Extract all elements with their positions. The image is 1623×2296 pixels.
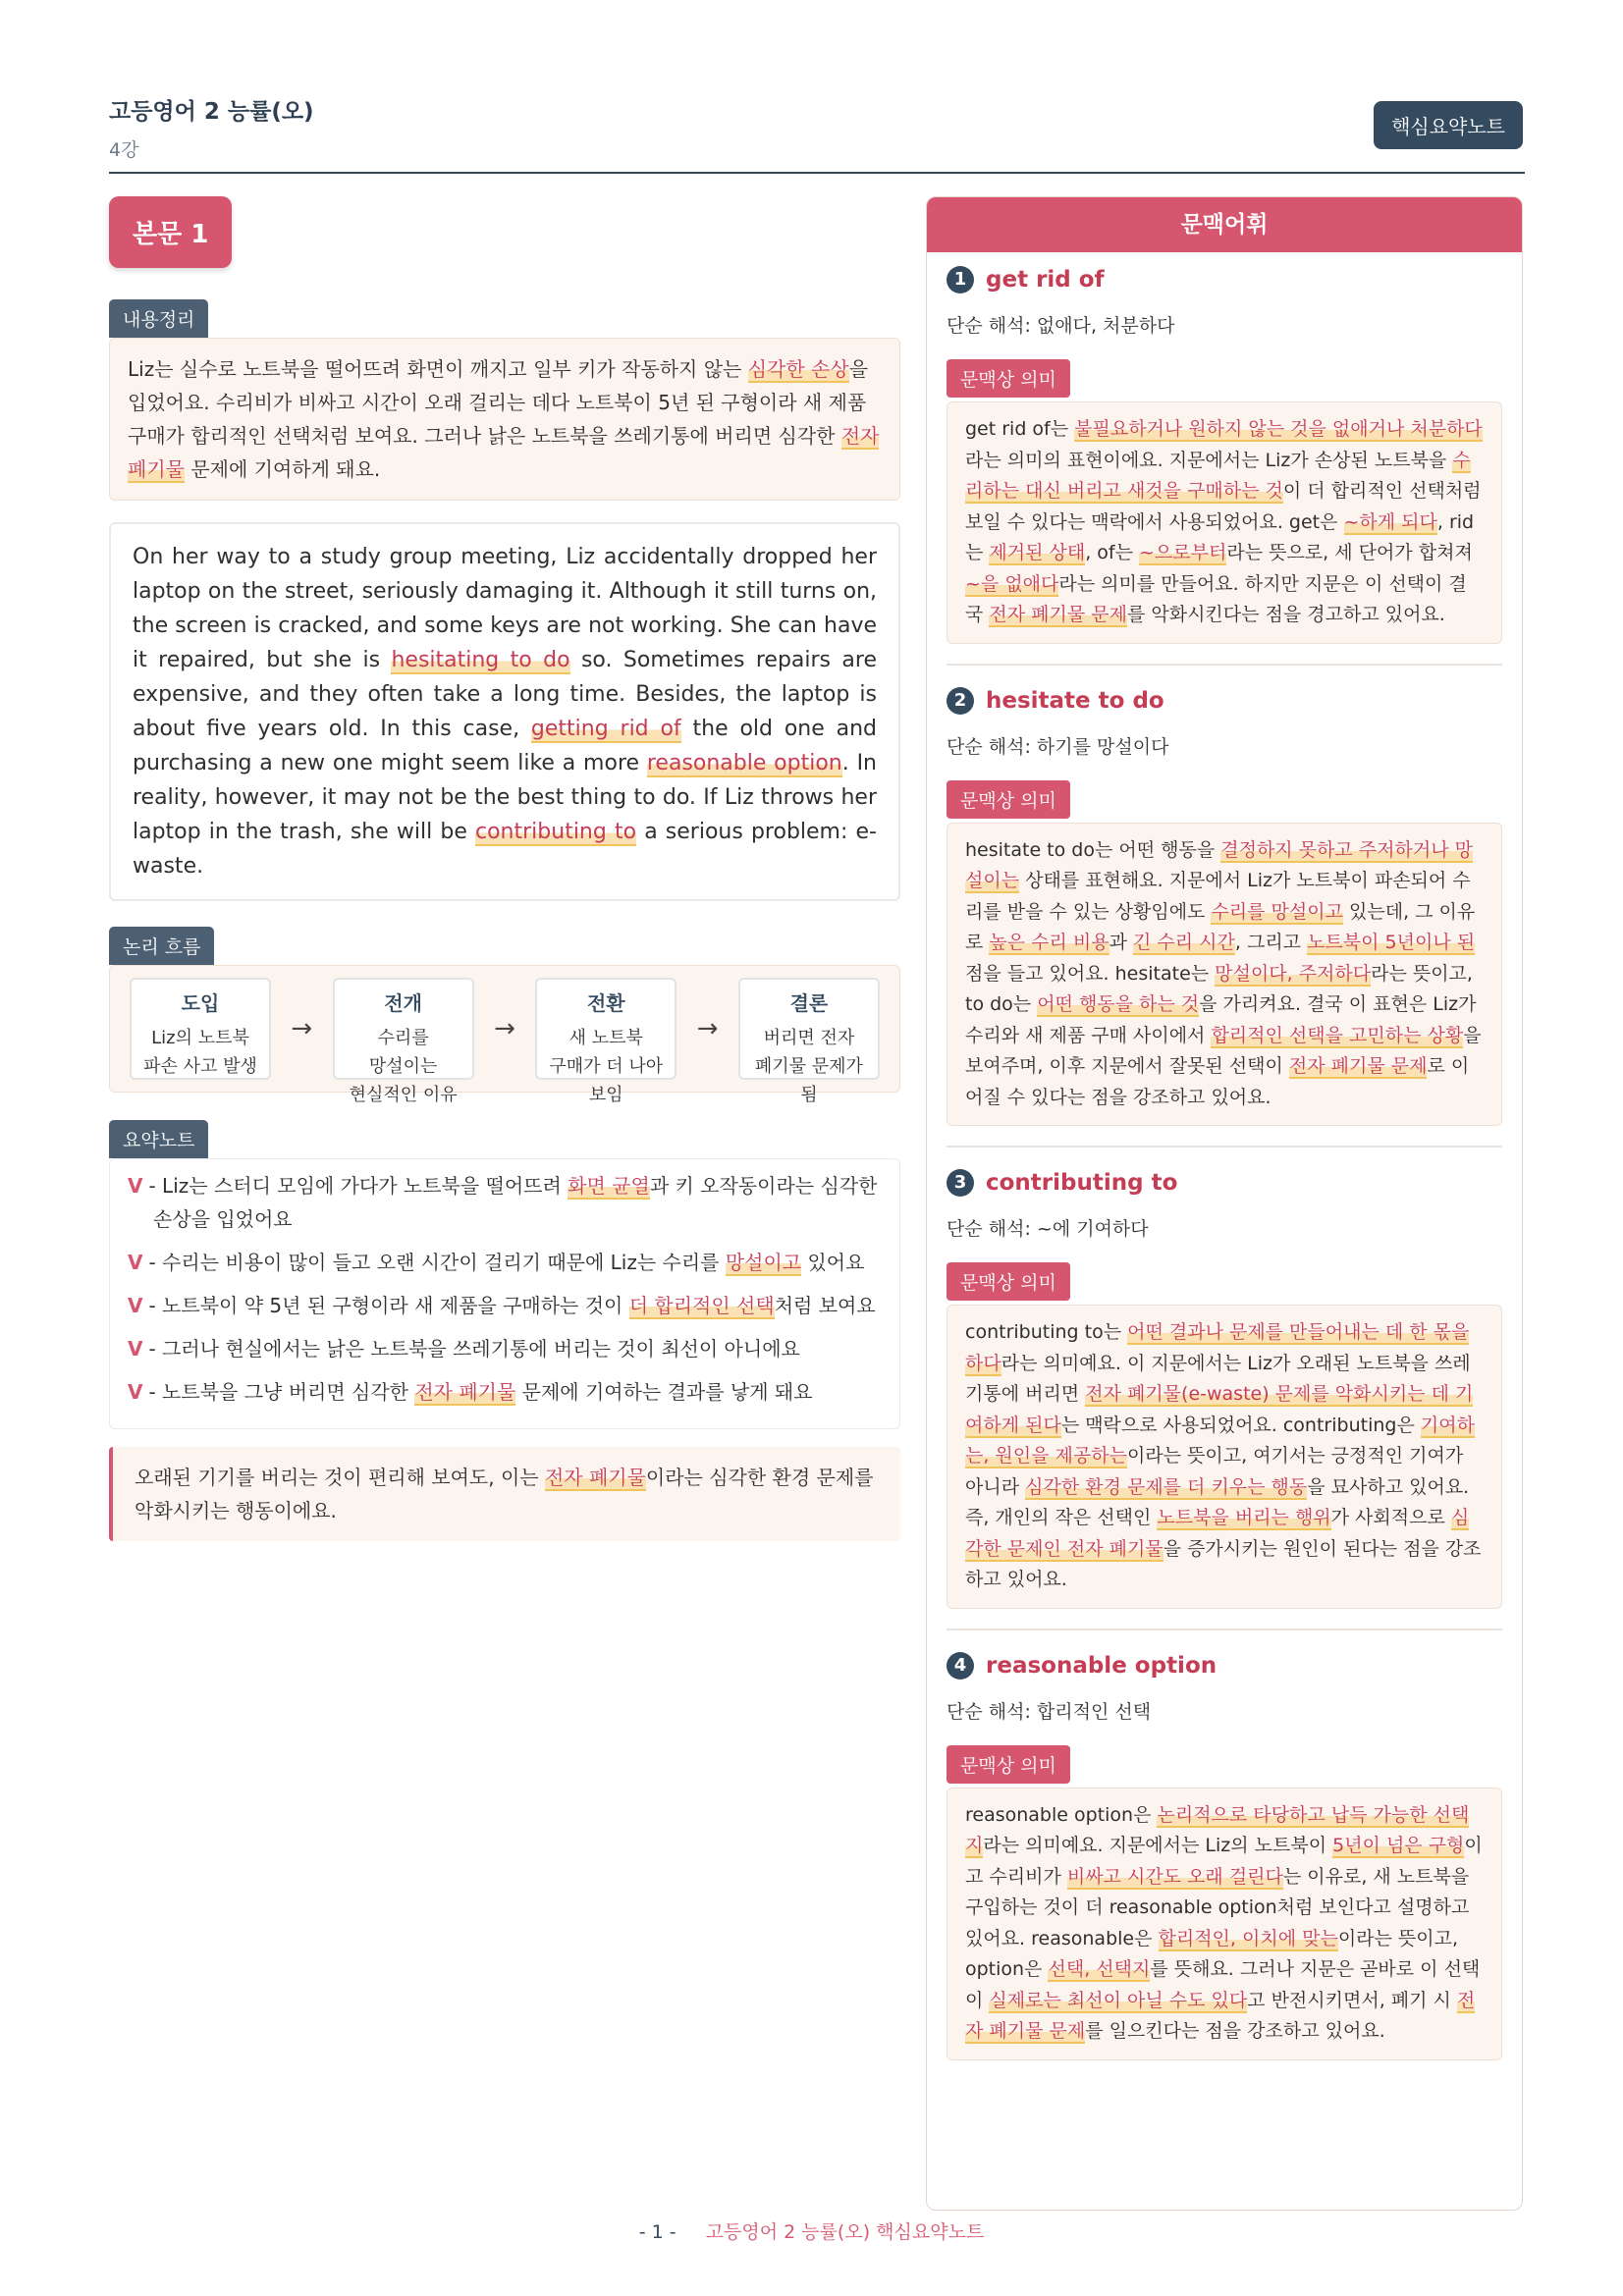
meaning-highlight: 노트북이 5년이나 된 xyxy=(1307,932,1476,953)
check-icon: V xyxy=(128,1380,143,1404)
vocab-header xyxy=(947,266,1502,294)
meaning-text: 이고 수리비가 xyxy=(965,1835,1483,1888)
vocab-item xyxy=(927,1155,1522,1630)
meaning-text: 점을 들고 있어요. hesitate는 xyxy=(965,962,1216,985)
meaning-text: 상태를 표현해요. 지문에서 Liz가 노트북이 파손되어 수리를 받을 수 있는 상황임에도 xyxy=(965,870,1471,923)
vocab-item xyxy=(927,673,1522,1148)
notes-tag: 요약노트 xyxy=(109,1120,208,1158)
passage-text: so. Sometimes repairs are expensive, and they often take a long time. Besides, the laptop is about five years old. In this case, xyxy=(133,648,877,741)
vocab-panel-title: 문맥어휘 xyxy=(927,197,1522,252)
meaning-text: 를 악화시킨다는 점을 경고하고 있어요. xyxy=(1126,604,1445,625)
vocab-item xyxy=(927,252,1522,666)
meaning-highlight: 전자 폐기물 문제 xyxy=(989,604,1127,625)
meaning-text: 을 보여주며, 이후 지문에서 잘못된 선택이 xyxy=(965,1024,1482,1077)
meaning-highlight: 심각한 환경 문제를 더 키우는 행동 xyxy=(1025,1475,1308,1498)
flow-tag: 논리 흐름 xyxy=(109,927,214,965)
note-item: V - 노트북을 그냥 버리면 심각한 전자 폐기물 문제에 기여하는 결과를 낳게 돼요 xyxy=(128,1380,813,1404)
meaning-text: 이라는 뜻이고, option은 xyxy=(965,1927,1459,1980)
meaning-text: 가 사회적으로 xyxy=(1330,1507,1451,1528)
meaning-text: 는 맥락으로 사용되었어요. contributing은 xyxy=(1060,1414,1421,1436)
meaning-text: , 그리고 xyxy=(1234,932,1308,953)
vocab-header xyxy=(947,1652,1502,1680)
simple-meaning: 단순 해석: 하기를 망설이다 xyxy=(947,735,1169,758)
meaning-text: 라는 뜻이고, to do는 xyxy=(965,962,1473,1015)
meaning-text: 라는 의미의 표현이에요. 지문에서는 Liz가 손상된 노트북을 xyxy=(965,449,1453,471)
meaning-text: , of는 xyxy=(1085,542,1140,563)
flow-arrow-icon: → xyxy=(291,1014,313,1043)
meaning-highlight: 긴 수리 시간 xyxy=(1133,932,1235,953)
context-meaning-box xyxy=(947,1305,1502,1609)
simple-meaning: 단순 해석: 합리적인 선택 xyxy=(947,1700,1152,1723)
meaning-highlight: ~하게 되다 xyxy=(1343,510,1437,533)
passage-highlight: getting rid of xyxy=(530,717,681,741)
meaning-text: 이라는 뜻이고, 여기서는 긍정적인 기여가 아니라 xyxy=(965,1445,1464,1498)
meaning-text: 를 일으킨다는 점을 강조하고 있어요. xyxy=(1085,2020,1385,2042)
vocab-term: hesitate to do xyxy=(986,687,1164,714)
doc-title: 고등영어 2 능률(오) xyxy=(109,99,314,125)
meaning-highlight: 전자 폐기물(e-waste) 문제를 악화시키는 데 기여하게 된다 xyxy=(965,1383,1474,1436)
page-number: - 1 - xyxy=(638,2221,676,2243)
check-icon: V xyxy=(128,1337,143,1361)
flow-step-desc: 새 노트북 구매가 더 나아 보임 xyxy=(549,1028,664,1105)
summary-highlight: 전자 폐기물 xyxy=(128,424,880,481)
meaning-highlight: ~으로부터 xyxy=(1139,542,1227,563)
note-item: V - 노트북이 약 5년 된 구형이라 새 제품을 구매하는 것이 더 합리적인 선택처럼 보여요 xyxy=(128,1294,876,1317)
meaning-highlight: 노트북을 버리는 행위 xyxy=(1157,1507,1331,1528)
meaning-text: , rid는 xyxy=(965,510,1475,563)
passage-highlight: contributing to xyxy=(475,820,637,844)
meaning-text: 을 증가시키는 원인이 된다는 점을 강조하고 있어요. xyxy=(965,1537,1482,1590)
meaning-text: contributing to는 xyxy=(965,1321,1128,1343)
passage-text: the old one and purchasing a new one might seem like a more xyxy=(133,717,877,775)
meaning-text: 이 더 합리적인 선택처럼 보일 수 있다는 맥락에서 사용되었어요. get은 xyxy=(965,480,1482,533)
passage-highlight: reasonable option xyxy=(646,751,842,775)
meaning-highlight: 어떤 행동을 하는 것 xyxy=(1037,993,1200,1015)
flow-step xyxy=(738,978,880,1105)
logic-flow xyxy=(109,965,900,1105)
meaning-highlight: 어떤 결과나 문제를 만들어내는 데 한 몫을 하다 xyxy=(965,1321,1470,1374)
lesson-label: 4강 xyxy=(109,139,139,161)
flow-arrow-icon: → xyxy=(696,1014,719,1043)
vocab-header xyxy=(947,687,1502,715)
vocab-number: 1 xyxy=(947,266,974,294)
doc-type-badge: 핵심요약노트 xyxy=(1374,101,1523,149)
check-icon: V xyxy=(128,1294,143,1317)
left-column xyxy=(109,196,900,1541)
check-icon: V xyxy=(128,1251,143,1274)
meaning-highlight: 비싸고 시간도 오래 걸린다 xyxy=(1066,1865,1283,1888)
meaning-text: 라는 의미예요. 지문에서는 Liz의 노트북이 xyxy=(983,1835,1333,1856)
vocab-item xyxy=(927,1638,1522,2060)
vocab-divider xyxy=(947,664,1502,666)
meaning-text: 라는 의미를 만들어요. 하지만 지문은 이 선택이 결국 xyxy=(965,572,1467,625)
flow-step-desc: 버리면 전자 폐기물 문제가 됨 xyxy=(754,1028,863,1105)
meaning-text: 를 뜻해요. 그러나 지문은 곧바로 이 선택이 xyxy=(965,1958,1481,2011)
flow-step-title: 전개 xyxy=(384,991,422,1015)
summary-text: Liz는 실수로 노트북을 떨어뜨려 화면이 깨지고 일부 키가 작동하지 않는 xyxy=(128,357,748,381)
meaning-highlight: 합리적인, 이치에 맞는 xyxy=(1158,1927,1338,1949)
flow-step xyxy=(535,978,676,1105)
page-header xyxy=(109,93,1523,162)
meaning-highlight: 수리를 망설이고 xyxy=(1211,900,1343,923)
vocab-term: get rid of xyxy=(986,267,1105,293)
page-footer xyxy=(0,2217,1623,2244)
meaning-text: 고 반전시키면서, 폐기 시 xyxy=(1247,1989,1457,2011)
footer-title: 고등영어 2 능률(오) 핵심요약노트 xyxy=(705,2221,985,2243)
summary-tag: 내용정리 xyxy=(109,299,208,338)
vocab-term: reasonable option xyxy=(986,1652,1217,1679)
meaning-highlight: ~을 없애다 xyxy=(965,572,1059,595)
meaning-highlight: 불필요하거나 원하지 않는 것을 없애거나 처분하다 xyxy=(1074,418,1483,440)
flow-step-title: 전환 xyxy=(586,991,625,1015)
summary-text: 을 입었어요. 수리비가 비싸고 시간이 오래 걸리는 데다 노트북이 5년 된 구형이라 새 제품 구매가 합리적인 선택처럼 보여요. 그러나 낡은 노트북을 쓰레기통에 버리면 심각한 xyxy=(128,357,869,448)
flow-step-desc: 수리를 망설이는 현실적인 이유 xyxy=(349,1028,458,1105)
meaning-text: 라는 의미예요. 이 지문에서는 Liz가 오래된 노트북을 쓰레기통에 버리면 xyxy=(965,1352,1471,1405)
meaning-highlight: 실제로는 최선이 아닐 수도 있다 xyxy=(989,1989,1248,2011)
meaning-highlight: 높은 수리 비용 xyxy=(989,932,1109,953)
simple-meaning: 단순 해석: ~에 기여하다 xyxy=(947,1218,1149,1240)
vocab-number: 2 xyxy=(947,687,974,715)
meaning-text: 을 가리켜요. 결국 이 표현은 Liz가 수리와 새 제품 구매 사이에서 xyxy=(965,993,1477,1046)
meaning-highlight: 논리적으로 타당하고 납득 가능한 선택지 xyxy=(965,1803,1470,1856)
vocab-term: contributing to xyxy=(986,1170,1178,1196)
simple-meaning: 단순 해석: 없애다, 처분하다 xyxy=(947,315,1175,337)
meaning-text: hesitate to do는 어떤 행동을 xyxy=(965,838,1221,861)
passage-text: On her way to a study group meeting, Liz accidentally dropped her laptop on the street, seriously damaging it. Although it still turns on, the screen is cracked, and some keys are not working. She can have it repaired, but she is xyxy=(133,545,877,672)
summary-text: 문제에 기여하게 돼요. xyxy=(184,457,381,481)
passage-text: . In reality, however, it may not be the best thing to do. If Liz throws her laptop in the trash, she will be xyxy=(133,751,877,844)
note-item: V - Liz는 스터디 모임에 가다가 노트북을 떨어뜨려 화면 균열과 키 오작동이라는 심각한 손상을 입었어요 xyxy=(128,1174,878,1231)
vocab-panel xyxy=(926,196,1523,2211)
meaning-text: 을 묘사하고 있어요. 즉, 개인의 작은 선택인 xyxy=(965,1475,1470,1528)
meaning-highlight: 합리적인 선택을 고민하는 상황 xyxy=(1211,1024,1464,1046)
meaning-highlight: 망설이다, 주저하다 xyxy=(1215,962,1372,985)
meaning-highlight: 심각한 문제인 전자 폐기물 xyxy=(965,1507,1470,1560)
flow-arrow-icon: → xyxy=(494,1014,515,1043)
vocab-number: 4 xyxy=(947,1652,974,1680)
meaning-highlight: 5년이 넘은 구형 xyxy=(1332,1835,1465,1856)
flow-step-title: 결론 xyxy=(789,991,829,1015)
context-meaning-tag: 문맥상 의미 xyxy=(947,780,1070,819)
context-meaning-box xyxy=(947,1788,1502,2060)
meaning-text: 있는데, 그 이유로 xyxy=(965,900,1476,953)
vocab-number: 3 xyxy=(947,1169,974,1197)
note-item: V - 그러나 현실에서는 낡은 노트북을 쓰레기통에 버리는 것이 최선이 아니에요 xyxy=(128,1337,800,1361)
flow-step xyxy=(130,978,271,1080)
meaning-highlight: 선택, 선택지 xyxy=(1048,1958,1151,1980)
meaning-highlight: 기여하는, 원인을 제공하는 xyxy=(965,1414,1475,1467)
meaning-text: 는 이유로, 새 노트북을 구입하는 것이 더 reasonable option처럼 보인다고 설명하고 있어요. reasonable은 xyxy=(965,1865,1470,1949)
context-meaning-box xyxy=(947,823,1502,1127)
meaning-highlight: 결정하지 못하고 주저하거나 망설이는 xyxy=(965,838,1473,891)
header-divider xyxy=(109,172,1525,174)
meaning-text: 로 이어질 수 있다는 점을 강조하고 있어요. xyxy=(965,1055,1470,1108)
context-meaning-tag: 문맥상 의미 xyxy=(947,1745,1070,1784)
vocab-divider xyxy=(947,1629,1502,1630)
flow-step-title: 도입 xyxy=(181,991,220,1015)
note-item: V - 수리는 비용이 많이 들고 오랜 시간이 걸리기 때문에 Liz는 수리를 망설이고 있어요 xyxy=(128,1251,865,1274)
flow-step xyxy=(333,978,474,1105)
summary-notes xyxy=(109,1158,900,1429)
context-meaning-box xyxy=(947,401,1502,644)
meaning-text: reasonable option은 xyxy=(965,1803,1158,1826)
meaning-text: 라는 뜻으로, 세 단어가 합쳐져 xyxy=(1226,542,1473,563)
vocab-header xyxy=(947,1169,1502,1197)
meaning-highlight: 수리하는 대신 버리고 새것을 구매하는 것 xyxy=(965,449,1471,502)
flow-step-desc: Liz의 노트북 파손 사고 발생 xyxy=(143,1028,257,1077)
meaning-highlight: 제거된 상태 xyxy=(989,542,1086,563)
vocab-divider xyxy=(947,1146,1502,1148)
summary-box xyxy=(109,338,900,501)
context-meaning-tag: 문맥상 의미 xyxy=(947,1262,1070,1301)
key-message: 오래된 기기를 버리는 것이 편리해 보여도, 이는 전자 폐기물이라는 심각한 환경 문제를 악화시키는 행동이에요. xyxy=(109,1447,900,1541)
meaning-text: get rid of는 xyxy=(965,418,1075,440)
check-icon: V xyxy=(128,1174,143,1198)
passage-box xyxy=(109,522,900,901)
section-badge: 본문 1 xyxy=(109,196,232,268)
meaning-highlight: 전자 폐기물 문제 xyxy=(1288,1055,1428,1077)
passage-text: a serious problem: e-waste. xyxy=(133,820,877,879)
summary-highlight: 심각한 손상 xyxy=(747,357,849,381)
meaning-text: 과 xyxy=(1109,932,1134,953)
passage-highlight: hesitating to do xyxy=(391,648,570,672)
meaning-highlight: 전자 폐기물 문제 xyxy=(965,1989,1476,2042)
context-meaning-tag: 문맥상 의미 xyxy=(947,359,1070,398)
